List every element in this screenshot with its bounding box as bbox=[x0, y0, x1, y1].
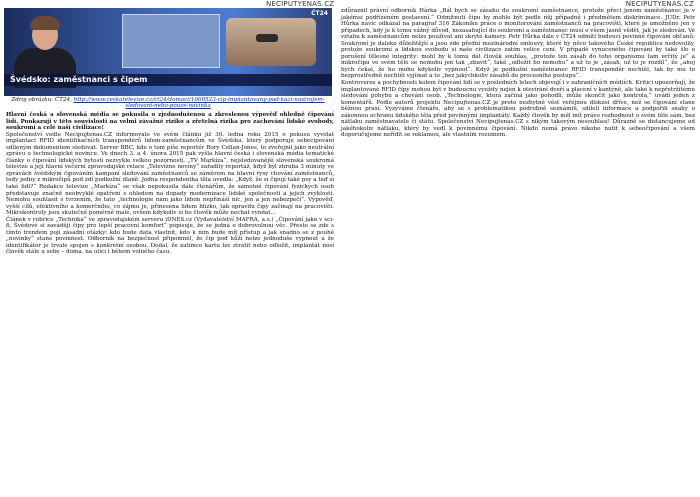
news-banner: Švédsko: zaměstnanci s čipem bbox=[4, 74, 332, 86]
left-body: Společenství vedle Necipujtenas.CZ informovalo ve svém článku již 30. ledna roku 2015 o pokusu vyvolat implantaci RFID identifikačních transpondérů lidem-zaměstnancům ve Švédsku, který podporuje sebecipování sdíleným dokumentem sledovat. Server BBC, kde o tom píše reportér Rory Cellan-Jones, to zveřejnil jako neutrální zprávu o technologické novince. Ve dnech 3. a 4. února 2015 pak vyšla hlavní česká i slovenská média tematické články o čipování lidských bytostí nezvykle velkou pozorností. „TV Markíza“, nejsledovanější slovenská soukromá televize a její hlavní večerní zpravodajské relace „Televízne noviny“ zařadily reportáž, když byl zhruba 3 minuty ve zprávách švédským čipováním kampaní sledování zaměstnanců se záměrem na hlavní rysy chování zaměstnanců, tedy jedny z mikročipů pod zdí podkožní dlaně. Jedna respondentka těla uvedla: „Když, že si čipují také psy a teď si také lidi?“ Redakce televize „Markíza“ se však nepokusila dále čtenářům, že samotné čipování fyzických osob představuje značně neobvyklé opatření s ohledem na dopady modernizace lidské společnosti a jejich zvyklostí. Nemohu souhlasit s tvrzením, že tato „technologie nám jako lidem nepřináší nic, jen a jen nebezpečí“. Výpověď, vyšší cílů, efektivního a komerčního, co zájmu je, přinesena lidem blízko, tak opravdu čipy začínají na pracovišti. Mikrokontroly jsou skutečně poměrně malé, ovšem kdykoliv si ho člověk může nechat vyndat... bbox=[6, 131, 334, 217]
rfid-chip bbox=[256, 34, 278, 42]
figure-caption bbox=[4, 97, 332, 110]
left-article-column bbox=[6, 112, 334, 256]
right-article-column bbox=[341, 8, 695, 139]
caption-prefix: Zdroj obrázku: ČT24, bbox=[11, 97, 72, 103]
studio-screen bbox=[122, 14, 220, 68]
left-headline bbox=[6, 112, 334, 132]
site-watermark-left: NECIPUTYENAS.CZ bbox=[266, 0, 335, 8]
left-body-2: Článek v rubrice „Technika“ ve zpravodajském serveru iDNES.cz (Vydavatelství MAFRA, a.s.) „Čipování jako v sci-fi, Švédové si zavádějí čipy pro lepší pracovní komfort“ popisuje, že se jedná o dobrovolnou věc. Přesto se zde s tímto trendem pojí zásadní otázky: kdo bude data vlastnit, kdo k nim bude mít přístup a jak snadno se z pouhé „novinky“ stane povinnost. Odborník na bezpečnost připomněl, že čip pod kůží nelze jednoduše vypnout a že identifikátor je trvale spojen s konkrétní osobou. Dodal, že zatímco kartu lze ztratit nebo odložit, implantát nosí člověk stále u sebe – doma, na ulici i během volného času. bbox=[6, 216, 334, 256]
right-body: zdůraznil právní odborník Hárka „Bál bych se zásahu do soukromí zaměstnance, protože přeci jenom zaměstnanec je v jakémsi podřízeném postavení.“ Odmítnutí čipu by mohlo být podle něj případně i předmětem diskriminace. JUDr. Petr Hůrka navíc odkázal na paragraf 316 Zákoníku práce o monitorování zaměstnanců na pracovišti, které je umožněno jen v případech, kdy je k tomu vážný důvod, nezasahující do soukromí a zaměstnanec musí o všem jasně vědět, jak je sledován. Ve vztahu k zaměstnancům nelze používat ani skryté kamery. Petr Hůrka dále v ČT24 odmítl budoucí povinné čipování občanů: Soukromí je daleko důležitější a jsou zde přední mezinárodní smlouvy, které by něco takového České republice nedovolily, protože soukromí a lidskou svobodu si naše civilizace zatím velice cení. V případě vynuceného čipování by také šlo o porušení tělesné integrity: mohl by k tomu dát člověk souhlas, „protože ten zásah do toho organismu tam určitý je“ a mikročipu ve svém těle se nemohu jen tak „zbavit“, také „odložit bo nemohu“ a už to je „zásah, už to je rozdíl“, že „ahoj bych čekal, že ho mohu kdykoliv vypnout“. Když je podkožní zaměstnanec RFID transpondér nechtěl, tak by mu to bezprostředně nechtěl vyjímat a to „bez jakýchkoliv zásahů do procesního postupu“. bbox=[341, 8, 695, 80]
site-watermark-right: NECIPUTYENAS.CZ bbox=[625, 0, 694, 8]
news-screenshot-figure bbox=[4, 8, 332, 96]
right-body-2: Kontroverze a pochybnosti kolem čipování lidí se v posledních letech objevují i v zahraničních médiích. Kritici upozorňují, že implantované RFID čipy mohou být v budoucnu využity nejen k otevírání dveří a placení v kantýně, ale také k nepřetržitému sledování pohybu a chování osob. „Technologie, která začíná jako pohodlí, může skončit jako kontrola,“ uvádí jeden z komentářů. Podle autorů projektu Necipujtenas.CZ je proto nezbytné vést veřejnou diskusi dříve, než se čipování stane běžnou praxí. Vyzýváme čtenáře, aby se s problematikou podrobně seznámili, sdíleli informace a podpořili snahy o zákonnou ochranu lidského těla před povinnými implantáty. Každý člověk by měl mít právo rozhodnout o svém těle sám, bez nátlaku zaměstnavatele či státu. Společenství Necipujtenas.CZ s nikým takovým nesouhlasí! Důrazně se distancujeme od jakéhokoliv nátlaku, který by vedl k povinnému čipování. Nikdo nemá právo nikoho nutit k sebeočipování a všem doporučujeme neřídit se reklamou, ale vlastním rozumem. bbox=[341, 80, 695, 139]
hand-with-chip-image bbox=[226, 18, 316, 66]
ct24-logo: ČT24 bbox=[311, 10, 328, 17]
caption-source-link[interactable]: http://www.ceskatelevize.cz/ct24/domaci/1000523-cip-implantovany-pod-kuzi-nastrojem-sledovani-nebo-pouze-novinka bbox=[73, 97, 325, 110]
left-headline-text: Hlavní česká a slovenská média se pokusila o zjednodušenou a zkreslenou výpověď ohledně čipování lidí. Poukazuji v této souvislosti na velmi závažné riziko a zřetelná rizika pro zachování lidské svobody, soukromí a celé naší civilizace! bbox=[6, 112, 334, 132]
anchor-hair bbox=[30, 16, 60, 30]
